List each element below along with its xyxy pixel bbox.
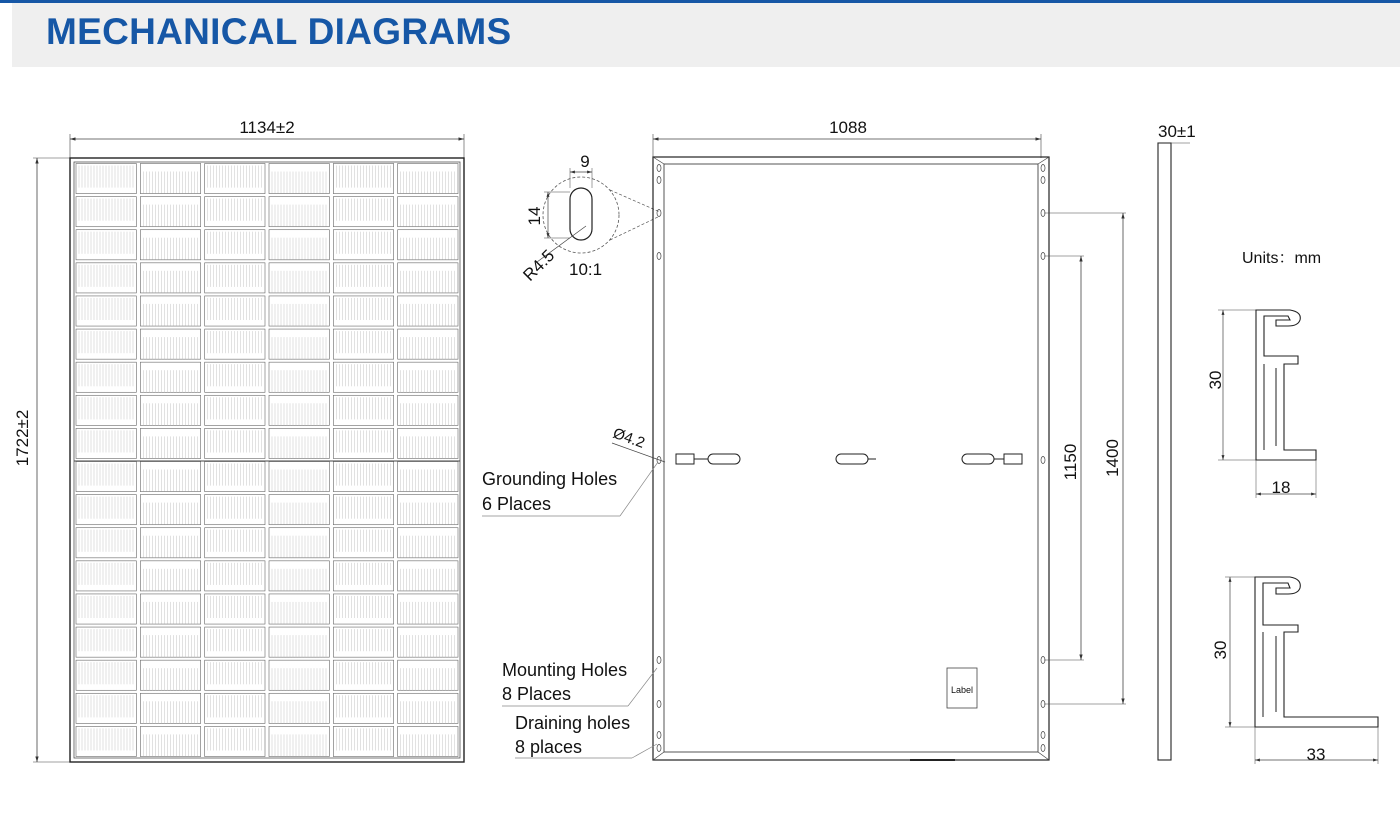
solar-cell [333,263,393,293]
solar-cell [398,594,458,624]
connector-left [676,454,694,464]
frame-hole [657,657,661,664]
solar-cell [76,462,136,492]
solar-cell [205,528,265,558]
solar-cell [76,197,136,227]
side-thickness-label: 30±1 [1158,122,1196,141]
solar-cell [140,164,200,194]
solar-cell [269,362,329,392]
solar-cell [76,263,136,293]
side-frame [1158,143,1171,760]
solar-cell [205,362,265,392]
solar-cell [140,594,200,624]
solar-cell [140,395,200,425]
solar-cell [269,230,329,260]
solar-cell [205,561,265,591]
drain-hole [657,165,661,172]
solar-cell [269,528,329,558]
solar-cell [398,462,458,492]
detail-radius-label: R4.5 [519,245,559,285]
frame-hole [657,701,661,708]
detail-width-label: 9 [580,152,590,171]
frame-hole [657,253,661,260]
frame-hole [657,732,661,739]
solar-cell [333,329,393,359]
solar-cell [333,495,393,525]
back-width-label: 1088 [829,118,867,137]
solar-cell [205,230,265,260]
solar-cell [269,495,329,525]
profile-2-outline [1255,577,1378,727]
solar-cell [76,230,136,260]
solar-cell [333,627,393,657]
profile-1-height-label: 30 [1206,370,1225,390]
solar-cell [76,660,136,690]
front-height-label: 1722±2 [13,409,32,467]
solar-cell [398,230,458,260]
solar-cell [333,362,393,392]
solar-cell [140,693,200,723]
solar-cell [205,594,265,624]
solar-cell [269,693,329,723]
solar-cell [76,561,136,591]
solar-cell [205,726,265,756]
solar-cell [76,495,136,525]
solar-cell [398,395,458,425]
front-frame-inner [74,162,460,758]
solar-cell [269,329,329,359]
cable-assembly [676,454,1022,464]
solar-cell [140,362,200,392]
solar-cell [205,263,265,293]
grounding-holes-count: 6 Places [482,494,552,514]
solar-cell [140,561,200,591]
profile-1-outline [1256,310,1316,460]
solar-cell [76,627,136,657]
solar-cell [140,528,200,558]
mounting-holes-label: Mounting Holes [502,660,628,680]
detail-slot [570,188,592,240]
drain-hole [1041,165,1045,172]
solar-cell [140,660,200,690]
solar-cell [269,395,329,425]
solar-cell [140,329,200,359]
solar-cell [333,561,393,591]
page-title: MECHANICAL DIAGRAMS [46,11,512,52]
solar-cell [398,627,458,657]
solar-cell [398,296,458,326]
frame-hole [1041,732,1045,739]
frame-profile-1 [1206,310,1316,498]
solar-cell [140,462,200,492]
back-frame-holes [657,165,1045,752]
solar-cell [140,627,200,657]
frame-hole [657,210,661,217]
solar-cell [76,594,136,624]
solar-cell [269,561,329,591]
solar-cell [333,528,393,558]
solar-cell [333,462,393,492]
units-label: Units：mm [1242,250,1322,267]
solar-cell [140,296,200,326]
solar-cell [269,462,329,492]
frame-hole [1041,457,1045,464]
frame-hole [657,177,661,184]
solar-cell [205,395,265,425]
solar-cell [205,197,265,227]
mounting-holes-count: 8 Places [502,684,572,704]
solar-cell [140,726,200,756]
back-view [482,118,1126,760]
solar-cell [140,263,200,293]
solar-cell [269,660,329,690]
solar-cell [333,296,393,326]
solar-cell [205,428,265,458]
back-frame-inner [664,164,1038,752]
solar-cell [398,561,458,591]
solar-cell [398,329,458,359]
solar-cell [205,627,265,657]
detail-scale-label: 10:1 [569,260,603,279]
solar-cell [398,693,458,723]
solar-cell [140,428,200,458]
front-frame-outer [70,158,464,762]
solar-cell [269,594,329,624]
junction-box-left [708,454,740,464]
drain-hole [1041,745,1045,752]
solar-cell [269,164,329,194]
solar-cell [398,660,458,690]
solar-cell [140,197,200,227]
solar-cell [398,362,458,392]
grounding-holes-label: Grounding Holes [482,469,618,489]
junction-box-center [836,454,868,464]
solar-cell [269,428,329,458]
solar-cell [76,693,136,723]
draining-holes-label: Draining holes [515,713,631,733]
front-cell-grid [76,164,458,757]
solar-cell [269,726,329,756]
detail-view [519,152,660,285]
solar-cell [140,495,200,525]
solar-cell [333,230,393,260]
solar-cell [76,428,136,458]
solar-cell [398,428,458,458]
solar-cell [76,164,136,194]
solar-cell [76,726,136,756]
junction-box-right [962,454,994,464]
detail-height-label: 14 [525,206,544,226]
solar-cell [398,495,458,525]
profile-1-width-label: 18 [1271,478,1291,497]
front-view [13,118,464,762]
solar-cell [333,164,393,194]
solar-cell [205,164,265,194]
profile-2-height-label: 30 [1211,640,1230,660]
frame-hole [1041,177,1045,184]
solar-cell [205,495,265,525]
solar-cell [205,296,265,326]
front-width-label: 1134±2 [239,118,295,137]
side-view [1158,122,1196,760]
solar-cell [269,263,329,293]
solar-cell [333,660,393,690]
solar-cell [333,726,393,756]
solar-cell [76,528,136,558]
hole-diameter-label: Ø4.2 [610,424,648,452]
frame-profile-2 [1211,577,1378,764]
solar-cell [269,296,329,326]
solar-cell [269,197,329,227]
solar-cell [333,594,393,624]
solar-cell [76,395,136,425]
solar-cell [140,230,200,260]
drain-hole [657,745,661,752]
solar-cell [398,726,458,756]
solar-cell [333,197,393,227]
label-box-text: Label [950,685,974,695]
solar-cell [76,329,136,359]
solar-cell [398,528,458,558]
solar-cell [269,627,329,657]
connector-right [1004,454,1022,464]
back-frame-outer [653,157,1049,760]
solar-cell [76,362,136,392]
solar-cell [76,296,136,326]
profile-2-width-label: 33 [1306,745,1326,764]
solar-cell [205,693,265,723]
solar-cell [398,263,458,293]
draining-holes-count: 8 places [515,737,583,757]
outer-span-label: 1400 [1103,439,1122,477]
solar-cell [398,164,458,194]
solar-cell [333,428,393,458]
solar-cell [205,660,265,690]
solar-cell [333,693,393,723]
inner-span-label: 1150 [1061,443,1080,481]
solar-cell [205,462,265,492]
solar-cell [205,329,265,359]
solar-cell [333,395,393,425]
solar-cell [398,197,458,227]
